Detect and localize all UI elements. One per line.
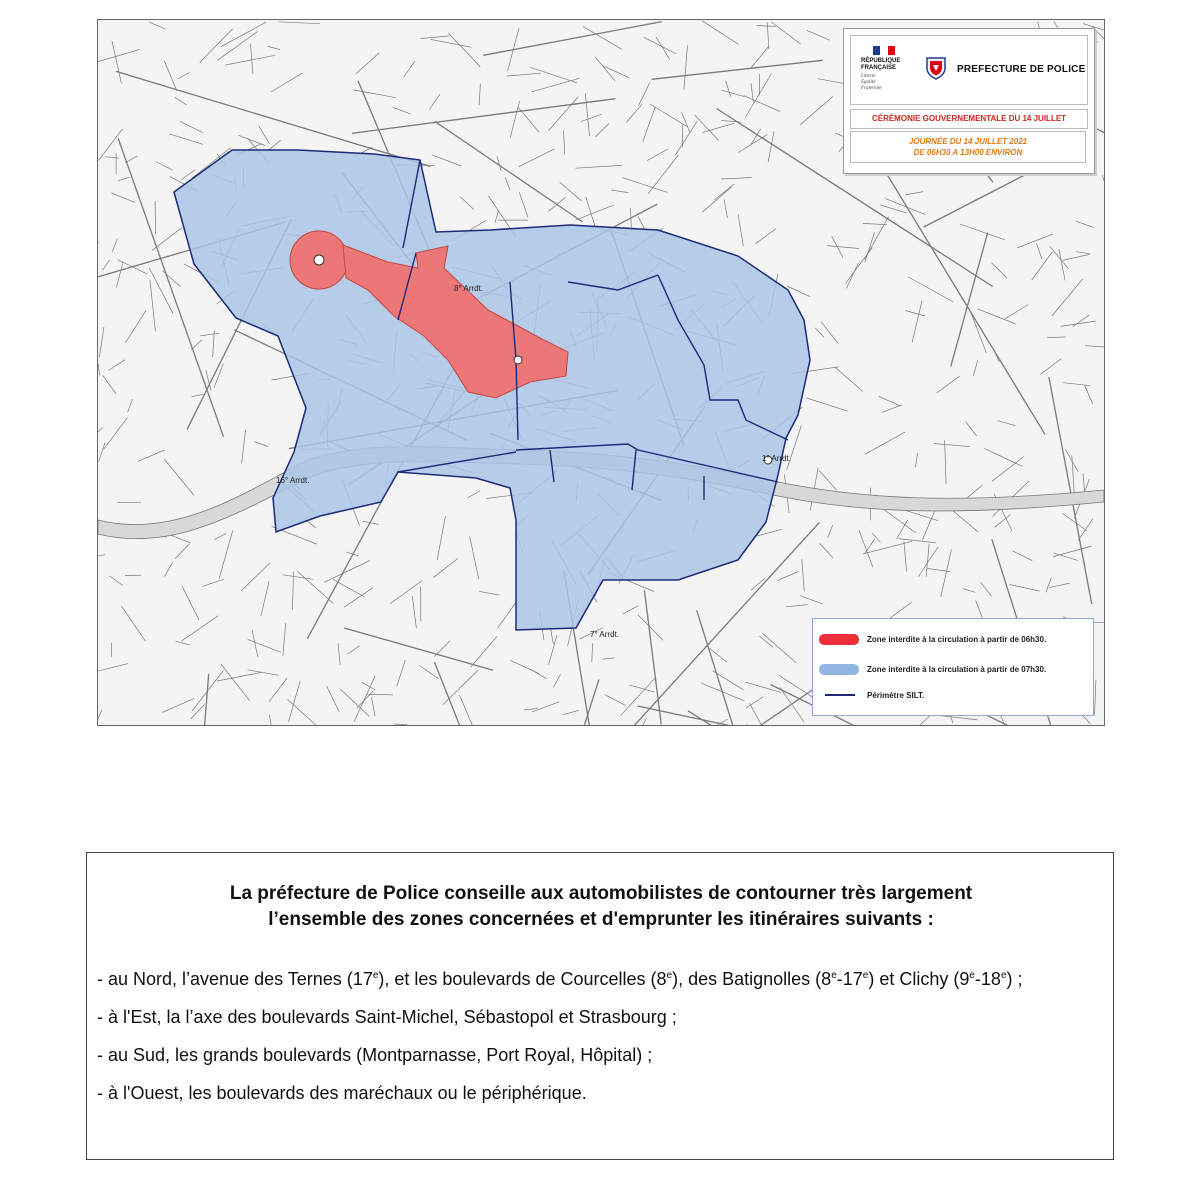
avenue-segment <box>951 233 988 367</box>
legend-label: Zone interdite à la circulation à partir de 07h30. <box>867 664 1047 674</box>
legend-row-perimeter <box>813 685 1093 705</box>
street-segment <box>117 263 123 288</box>
street-segment <box>412 596 416 628</box>
street-segment <box>112 238 117 252</box>
street-segment <box>1063 254 1090 260</box>
street-segment <box>191 704 205 719</box>
street-segment <box>348 646 360 654</box>
blue-zone-swatch <box>819 664 859 675</box>
street-segment <box>1073 315 1089 326</box>
street-segment <box>283 623 286 655</box>
street-segment <box>112 41 121 84</box>
street-segment <box>581 114 601 121</box>
advice-box <box>86 852 1114 1160</box>
republic-name: RÉPUBLIQUE FRANÇAISE <box>861 58 901 71</box>
street-segment <box>863 223 887 224</box>
street-segment <box>1059 249 1065 280</box>
street-segment <box>138 450 165 461</box>
perimeter-line-swatch <box>825 694 855 696</box>
street-segment <box>437 516 445 560</box>
street-segment <box>1046 578 1051 593</box>
street-segment <box>1013 551 1032 561</box>
street-segment <box>648 155 678 194</box>
district-label-16: 16° Arrdt. <box>276 476 310 485</box>
street-segment <box>945 440 947 484</box>
street-segment <box>164 459 194 495</box>
arc-de-triomphe-marker <box>314 255 324 265</box>
street-segment <box>507 73 541 76</box>
avenue-segment <box>435 121 583 222</box>
street-segment <box>1102 175 1104 203</box>
avenue-segment <box>652 690 813 725</box>
street-segment <box>750 703 762 725</box>
street-segment <box>175 544 189 559</box>
street-segment <box>108 360 125 371</box>
street-segment <box>102 260 109 270</box>
itinerary-west: - à l'Ouest, les boulevards des maréchaux ou le périphérique. <box>97 1083 587 1103</box>
street-segment <box>448 33 480 67</box>
street-segment <box>605 695 626 706</box>
street-segment <box>756 25 775 26</box>
prefecture-header-box <box>843 28 1095 174</box>
street-segment <box>1061 321 1096 326</box>
street-segment <box>952 510 978 532</box>
itinerary-east: - à l'Est, la l’axe des boulevards Saint-Michel, Sébastopol et Strasbourg ; <box>97 1007 677 1027</box>
street-segment <box>118 177 130 180</box>
street-segment <box>751 46 769 68</box>
street-segment <box>629 685 654 692</box>
street-segment <box>460 695 475 725</box>
street-segment <box>169 134 203 145</box>
header-logos <box>850 35 1088 105</box>
street-segment <box>429 94 440 110</box>
street-segment <box>460 197 474 210</box>
street-segment <box>283 575 313 580</box>
street-segment <box>981 582 992 596</box>
street-segment <box>1047 337 1065 338</box>
street-segment <box>390 581 422 604</box>
street-segment <box>835 367 863 392</box>
street-segment <box>746 697 763 708</box>
street-segment <box>1085 385 1093 404</box>
advice-title: La préfecture de Police conseille aux automobilistes de contourner très largement l’ensemble des zones concernées et d'emprunter les itinéraires suivants : <box>229 883 973 930</box>
street-segment <box>98 555 105 560</box>
street-segment <box>354 90 396 98</box>
street-segment <box>586 197 596 228</box>
street-segment <box>865 432 905 454</box>
street-segment <box>254 442 268 447</box>
street-segment <box>1032 252 1052 280</box>
street-segment <box>1065 450 1078 472</box>
street-segment <box>576 165 622 168</box>
street-segment <box>992 457 1024 482</box>
street-segment <box>882 405 903 413</box>
street-segment <box>178 73 190 79</box>
street-segment <box>684 45 688 89</box>
street-segment <box>431 39 472 47</box>
district-label-8: 8° Arrdt. <box>454 284 483 293</box>
prefecture-title: PREFECTURE DE POLICE <box>957 64 1086 75</box>
itinerary-list <box>97 963 1097 1118</box>
street-segment <box>564 130 565 154</box>
street-segment <box>98 364 100 376</box>
street-segment <box>800 596 823 604</box>
street-segment <box>182 616 218 641</box>
street-segment <box>293 572 294 610</box>
street-segment <box>200 29 233 62</box>
street-segment <box>327 686 339 711</box>
street-segment <box>241 563 270 591</box>
street-segment <box>112 193 135 202</box>
street-segment <box>576 205 614 220</box>
street-segment <box>1078 519 1093 541</box>
street-segment <box>404 61 415 77</box>
street-segment <box>595 57 615 81</box>
street-segment <box>269 678 287 702</box>
street-segment <box>1076 221 1093 227</box>
district-label-7: 7° Arrdt. <box>590 630 619 639</box>
street-segment <box>98 129 122 161</box>
street-segment <box>786 605 808 607</box>
street-segment <box>200 333 219 336</box>
street-segment <box>1049 583 1070 588</box>
street-segment <box>433 558 458 577</box>
avenue-segment <box>878 159 1045 434</box>
street-segment <box>356 53 380 74</box>
street-segment <box>638 83 649 106</box>
street-segment <box>800 97 833 125</box>
street-segment <box>885 199 925 215</box>
street-segment <box>904 542 907 572</box>
street-segment <box>847 263 859 288</box>
street-segment <box>99 442 106 462</box>
street-segment <box>357 691 374 708</box>
street-segment <box>420 666 439 679</box>
legend-row-blue <box>813 659 1093 679</box>
street-segment <box>643 107 655 142</box>
street-segment <box>98 664 128 672</box>
avenue-segment <box>352 99 616 134</box>
street-segment <box>912 301 922 343</box>
street-segment <box>744 96 780 112</box>
street-segment <box>745 74 771 118</box>
street-segment <box>756 229 777 244</box>
date-line-1: JOURNÉE DU 14 JUILLET 2021 <box>908 137 1028 146</box>
street-segment <box>963 589 975 593</box>
street-segment <box>126 311 146 343</box>
street-segment <box>563 710 579 714</box>
prefecture-emblem-icon <box>925 56 947 80</box>
street-segment <box>125 156 137 163</box>
street-segment <box>941 550 952 597</box>
street-segment <box>298 571 334 603</box>
street-segment <box>495 211 498 223</box>
street-segment <box>827 246 859 249</box>
street-segment <box>242 430 246 464</box>
red-zone-swatch <box>819 634 859 645</box>
street-segment <box>695 115 719 140</box>
street-segment <box>1052 279 1083 316</box>
avenue-segment <box>344 628 493 670</box>
street-segment <box>470 537 479 579</box>
street-segment <box>289 681 301 722</box>
street-segment <box>828 525 833 538</box>
street-segment <box>760 636 774 647</box>
date-line-2: DE 06H30 A 13H00 ENVIRON <box>913 148 1023 157</box>
street-segment <box>762 633 796 663</box>
street-segment <box>682 112 691 133</box>
street-segment <box>468 491 480 498</box>
street-segment <box>845 248 872 284</box>
street-segment <box>592 643 593 662</box>
legend-row-red <box>813 629 1093 649</box>
street-segment <box>372 697 376 716</box>
street-segment <box>225 55 275 65</box>
marianne-flag-icon <box>873 46 895 55</box>
street-segment <box>505 177 510 190</box>
street-segment <box>519 149 555 167</box>
street-segment <box>926 544 929 577</box>
itinerary-south: - au Sud, les grands boulevards (Montparnasse, Port Royal, Hôpital) ; <box>97 1045 653 1065</box>
street-segment <box>802 559 805 591</box>
street-segment <box>338 643 340 664</box>
street-segment <box>393 107 411 114</box>
street-segment <box>644 37 676 54</box>
street-segment <box>268 46 280 49</box>
street-segment <box>1054 553 1078 560</box>
street-segment <box>340 689 370 717</box>
street-segment <box>394 724 407 725</box>
street-segment <box>149 22 166 29</box>
street-segment <box>978 309 1016 324</box>
street-segment <box>908 277 953 302</box>
street-segment <box>551 629 554 644</box>
street-segment <box>620 678 655 716</box>
street-segment <box>125 575 141 576</box>
street-segment <box>261 581 269 616</box>
street-segment <box>780 687 805 722</box>
street-segment <box>1004 305 1029 320</box>
legend-label: Périmètre SILT. <box>867 690 925 700</box>
street-segment <box>109 576 122 586</box>
street-segment <box>553 674 560 687</box>
ceremony-title: CÉRÉMONIE GOUVERNEMENTALE DU 14 JUILLET <box>850 109 1088 129</box>
street-segment <box>702 187 731 212</box>
street-segment <box>150 280 155 331</box>
street-segment <box>971 312 987 353</box>
republic-motto: Liberté Égalité Fraternité <box>861 74 882 91</box>
street-segment <box>269 140 280 149</box>
street-segment <box>182 586 199 620</box>
street-segment <box>777 571 798 580</box>
street-segment <box>1095 680 1096 716</box>
street-segment <box>905 311 925 317</box>
street-segment <box>738 135 767 153</box>
concorde-marker <box>514 356 522 364</box>
street-segment <box>821 322 838 344</box>
street-segment <box>702 21 739 45</box>
street-segment <box>631 208 632 231</box>
street-segment <box>779 675 814 698</box>
itinerary-north: - au Nord, l’avenue des Ternes (17e), et les boulevards de Courcelles (8e), des Batignolles (8e-17e) et Clichy (9e-18e) ; <box>97 969 1023 989</box>
street-segment <box>560 182 582 201</box>
street-segment <box>217 673 261 682</box>
street-segment <box>1010 585 1040 592</box>
street-segment <box>162 698 194 712</box>
street-segment <box>121 606 145 641</box>
street-segment <box>278 22 320 24</box>
street-segment <box>768 131 774 162</box>
street-segment <box>937 376 960 393</box>
street-segment <box>98 710 102 725</box>
street-segment <box>738 214 743 246</box>
street-segment <box>362 682 376 690</box>
street-segment <box>1017 234 1053 248</box>
street-segment <box>905 192 923 195</box>
street-segment <box>859 530 873 567</box>
street-segment <box>180 121 203 132</box>
avenue-segment <box>652 60 823 79</box>
street-segment <box>498 603 516 629</box>
street-segment <box>156 162 173 171</box>
street-segment <box>175 97 187 105</box>
street-segment <box>105 157 118 159</box>
street-segment <box>98 242 99 264</box>
republique-francaise-logo <box>861 46 909 98</box>
street-segment <box>820 544 833 558</box>
street-segment <box>524 708 538 710</box>
street-segment <box>532 702 559 712</box>
street-segment <box>104 417 128 449</box>
street-segment <box>623 178 668 193</box>
street-segment <box>603 66 630 78</box>
street-segment <box>203 579 224 586</box>
street-segment <box>344 588 373 607</box>
street-segment <box>650 104 688 127</box>
street-segment <box>721 90 744 97</box>
street-segment <box>724 199 727 218</box>
street-segment <box>511 660 540 673</box>
street-segment <box>726 81 731 97</box>
avenue-segment <box>435 662 538 725</box>
street-segment <box>1063 383 1090 386</box>
street-segment <box>252 630 258 657</box>
street-segment <box>397 660 406 687</box>
street-segment <box>176 641 190 645</box>
street-segment <box>628 718 647 725</box>
street-segment <box>432 155 462 166</box>
street-segment <box>992 263 1008 278</box>
street-segment <box>128 399 133 412</box>
map-legend <box>812 618 1094 716</box>
street-segment <box>548 97 578 131</box>
street-segment <box>819 471 837 491</box>
street-segment <box>998 421 1016 426</box>
street-segment <box>995 515 1011 528</box>
street-segment <box>585 93 589 136</box>
street-segment <box>714 184 734 200</box>
street-segment <box>623 606 639 614</box>
street-segment <box>602 658 614 659</box>
street-segment <box>221 664 249 700</box>
street-segment <box>595 123 609 137</box>
avenue-segment <box>697 610 785 725</box>
street-segment <box>165 562 173 576</box>
street-segment <box>214 534 226 540</box>
street-segment <box>611 190 628 193</box>
street-segment <box>721 178 752 180</box>
street-segment <box>966 422 977 437</box>
street-segment <box>248 639 281 652</box>
street-segment <box>103 376 116 395</box>
street-segment <box>656 37 670 59</box>
avenue-segment <box>483 22 662 56</box>
street-segment <box>288 699 324 725</box>
street-segment <box>269 715 273 725</box>
street-segment <box>519 192 528 217</box>
street-segment <box>1076 252 1091 254</box>
street-segment <box>807 30 830 40</box>
avenue-segment <box>531 680 599 725</box>
street-segment <box>771 22 801 44</box>
street-segment <box>1041 358 1062 374</box>
street-segment <box>1053 546 1091 557</box>
street-segment <box>626 104 642 122</box>
street-segment <box>1085 346 1104 349</box>
street-segment <box>880 205 907 213</box>
street-segment <box>443 670 478 704</box>
map-frame <box>97 19 1105 726</box>
street-segment <box>471 636 497 667</box>
street-segment <box>98 50 140 65</box>
street-segment <box>510 101 519 138</box>
street-segment <box>916 453 918 467</box>
street-segment <box>973 360 977 375</box>
street-segment <box>960 224 1005 240</box>
street-segment <box>531 67 577 82</box>
street-segment <box>479 84 480 106</box>
street-segment <box>865 232 875 262</box>
street-segment <box>192 394 204 397</box>
street-segment <box>420 36 449 39</box>
street-segment <box>479 591 499 595</box>
street-segment <box>251 44 253 74</box>
legend-label: Zone interdite à la circulation à partir de 06h30. <box>867 634 1047 644</box>
ceremony-dates <box>850 131 1086 163</box>
street-segment <box>807 398 848 411</box>
street-segment <box>219 530 233 579</box>
street-segment <box>1072 455 1075 496</box>
street-segment <box>815 328 824 337</box>
street-segment <box>934 444 970 447</box>
street-segment <box>647 149 668 161</box>
street-segment <box>98 427 103 452</box>
street-segment <box>259 126 270 144</box>
avenue-segment <box>644 590 661 724</box>
street-segment <box>531 78 579 92</box>
street-segment <box>271 73 303 92</box>
district-label-1: 1° Arrdt. <box>762 454 791 463</box>
street-segment <box>879 396 901 406</box>
street-segment <box>99 327 104 357</box>
street-segment <box>984 448 1022 466</box>
street-segment <box>1037 244 1042 260</box>
